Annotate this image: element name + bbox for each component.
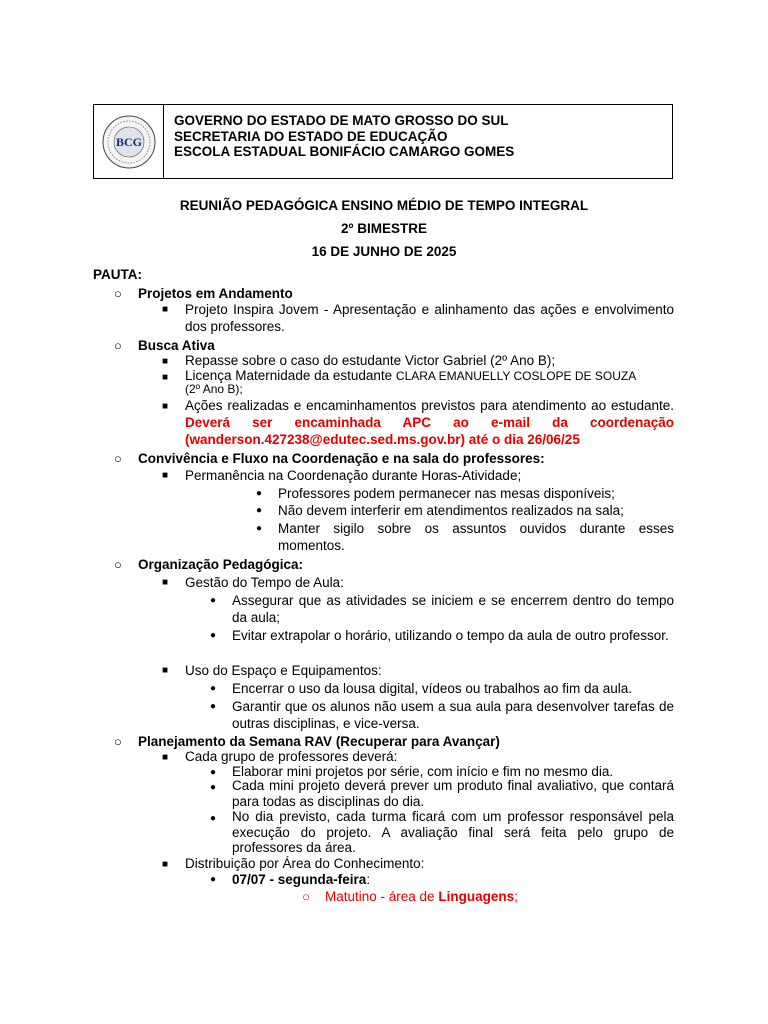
- circle-bullet-icon: ○: [302, 889, 310, 904]
- bimester-title: 2º BIMESTRE: [341, 221, 427, 236]
- section-4-item-1: Gestão do Tempo de Aula:: [185, 575, 344, 590]
- section-5-title: Planejamento da Semana RAV (Recuperar para Avançar): [138, 734, 500, 749]
- section-5-sub-1: Elaborar mini projetos por série, com início e fim no mesmo dia.: [232, 764, 614, 779]
- shift-1-suffix: ;: [514, 889, 518, 904]
- dot-bullet-icon: ●: [210, 595, 217, 606]
- header-line-3: ESCOLA ESTADUAL BONIFÁCIO CAMARGO GOMES: [174, 144, 515, 159]
- section-4-sub-3: Encerrar o uso da lousa digital, vídeos ou trabalhos ao fim da aula.: [232, 681, 632, 696]
- logo-text: BCG: [115, 134, 142, 149]
- dot-bullet-icon: ●: [210, 813, 217, 824]
- pauta-label: PAUTA:: [93, 267, 142, 282]
- header-line-2: SECRETARIA DO ESTADO DE EDUCAÇÃO: [174, 128, 448, 144]
- section-3-sub-2: Não devem interferir em atendimentos realizados na sala;: [278, 503, 624, 518]
- circle-bullet-icon: ○: [114, 286, 122, 301]
- section-5-shift-1: [325, 888, 518, 905]
- circle-bullet-icon: ○: [114, 734, 122, 749]
- circle-bullet-icon: ○: [114, 338, 122, 353]
- section-2-item-2-class: (2º Ano B);: [185, 382, 243, 396]
- section-3-title: Convivência e Fluxo na Coordenação e na sala do professores:: [138, 451, 545, 466]
- square-bullet-icon: ■: [162, 356, 169, 367]
- section-2-item-2: [185, 367, 675, 385]
- header-box: [93, 104, 673, 179]
- meeting-date: 16 DE JUNHO DE 2025: [311, 244, 457, 259]
- square-bullet-icon: ■: [162, 577, 169, 588]
- section-2-title: Busca Ativa: [138, 338, 215, 353]
- section-3-sub-1: Professores podem permanecer nas mesas disponíveis;: [278, 486, 615, 501]
- square-bullet-icon: ■: [162, 372, 169, 383]
- shift-1-prefix: Matutino - área de: [325, 889, 439, 904]
- dot-bullet-icon: ●: [210, 683, 217, 694]
- square-bullet-icon: ■: [162, 401, 169, 412]
- square-bullet-icon: ■: [162, 665, 169, 676]
- circle-bullet-icon: ○: [114, 451, 122, 466]
- dot-bullet-icon: ●: [256, 488, 263, 499]
- dot-bullet-icon: ●: [210, 874, 217, 885]
- day-1-label: 07/07 - segunda-feira: [232, 872, 367, 887]
- shift-1-area: Linguagens: [438, 889, 515, 904]
- section-3-item-1: Permanência na Coordenação durante Horas-Atividade;: [185, 468, 522, 483]
- circle-bullet-icon: ○: [114, 557, 122, 572]
- section-5-item-2: Distribuição por Área do Conhecimento:: [185, 856, 425, 871]
- meeting-title: REUNIÃO PEDAGÓGICA ENSINO MÉDIO DE TEMPO INTEGRAL: [179, 198, 589, 213]
- section-5-day-1: [232, 871, 370, 888]
- section-5-item-1: Cada grupo de professores deverá:: [185, 749, 398, 764]
- section-4-sub-2: Evitar extrapolar o horário, utilizando o tempo da aula de outro professor.: [232, 628, 669, 643]
- square-bullet-icon: ■: [162, 304, 169, 315]
- section-4-sub-1: Assegurar que as atividades se iniciem e se encerrem dentro do tempo da aula;: [232, 593, 674, 625]
- school-logo-cell: [94, 105, 164, 178]
- student-name: CLARA EMANUELLY COSLOPE DE SOUZA: [395, 369, 637, 383]
- section-4-sub-4: Garantir que os alunos não usem a sua aula para desenvolver tarefas de outras disciplinas, e vice-versa.: [232, 699, 674, 731]
- section-5-sub-3: No dia previsto, cada turma ficará com um professor responsável pela execução do projeto. A avaliação final será feita pelo grupo de professores da área.: [232, 809, 674, 855]
- section-2-item-3: [185, 397, 674, 448]
- school-logo-icon: [101, 114, 157, 170]
- square-bullet-icon: ■: [162, 470, 169, 481]
- day-1-colon: :: [366, 872, 371, 887]
- dot-bullet-icon: ●: [210, 630, 217, 641]
- dot-bullet-icon: ●: [210, 782, 217, 793]
- square-bullet-icon: ■: [162, 859, 169, 870]
- header-text: [174, 113, 514, 160]
- section-2-item-3-text: Ações realizadas e encaminhamentos previstos para atendimento ao estudante.: [185, 398, 674, 413]
- section-1-title: Projetos em Andamento: [138, 286, 293, 301]
- section-5-sub-2: Cada mini projeto deverá prever um produto final avaliativo, que contará para todas as disciplinas do dia.: [232, 778, 674, 809]
- section-3-sub-3: Manter sigilo sobre os assuntos ouvidos durante esses momentos.: [278, 521, 674, 553]
- header-line-1: GOVERNO DO ESTADO DE MATO GROSSO DO SUL: [174, 113, 509, 128]
- section-4-title: Organização Pedagógica:: [138, 557, 304, 572]
- square-bullet-icon: ■: [162, 752, 169, 763]
- dot-bullet-icon: ●: [210, 767, 217, 778]
- dot-bullet-icon: ●: [210, 701, 217, 712]
- section-2-item-1: Repasse sobre o caso do estudante Victor Gabriel (2º Ano B);: [185, 353, 556, 368]
- dot-bullet-icon: ●: [256, 505, 263, 516]
- dot-bullet-icon: ●: [256, 523, 263, 534]
- section-1-item-1: Projeto Inspira Jovem - Apresentação e alinhamento das ações e envolvimento dos professores.: [185, 302, 674, 334]
- section-4-item-2: Uso do Espaço e Equipamentos:: [185, 663, 382, 678]
- section-2-item-2-prefix: Licença Maternidade da estudante: [185, 368, 396, 383]
- section-2-item-3-deadline: Deverá ser encaminhada APC ao e-mail da coordenação (wanderson.427238@edutec.sed.ms.gov.br) até o dia 26/06/25: [185, 415, 674, 447]
